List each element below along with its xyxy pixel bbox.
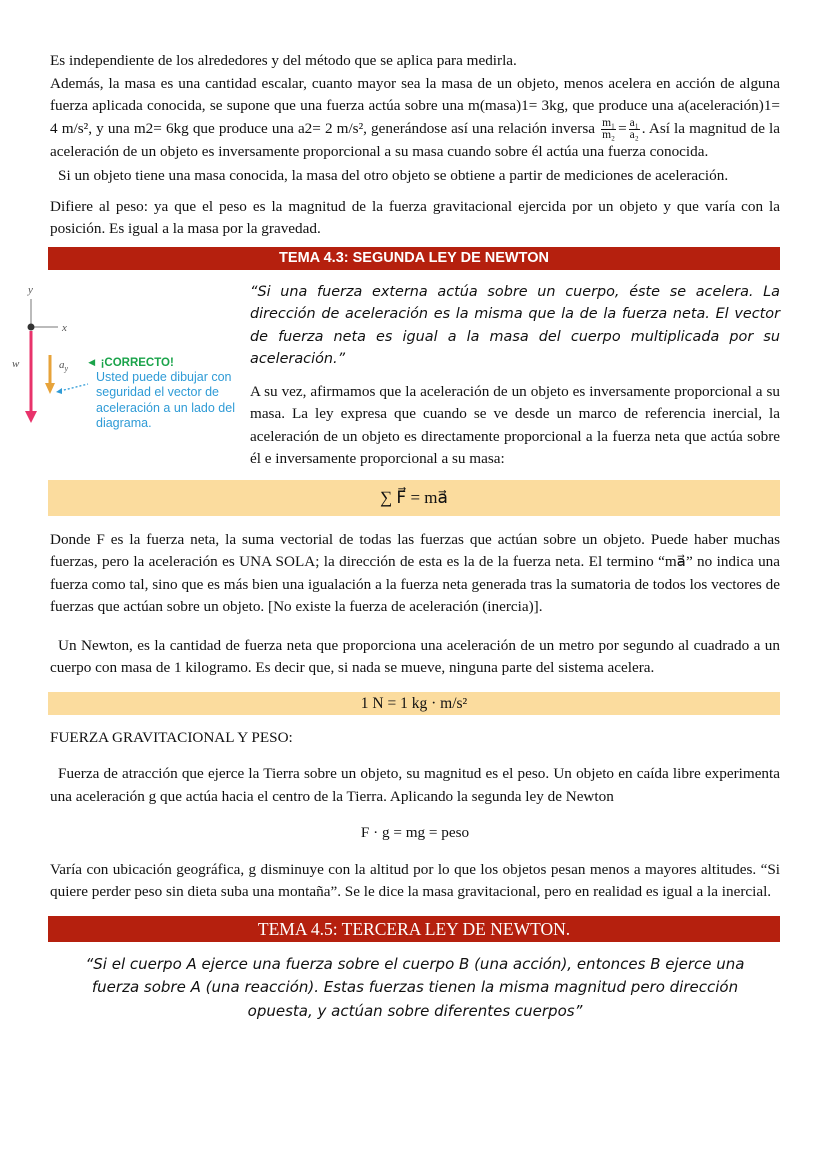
accel-fraction: $\frac{\text{a₁}}{\text{a₂}}$ xyxy=(629,116,639,141)
axis-y-label: y xyxy=(28,283,33,296)
mass-fraction: $\frac{\text{m₁}}{\text{m₂}}$ xyxy=(602,116,616,141)
third-law-quote: “Si el cuerpo A ejerce una fuerza sobre el cuerpo B (una acción), entonces B ejerce una fuerza sobre A (una reacción). Estas fuerzas tienen la misma magnitud pero dirección opuesta, y actúan sobre diferentes cuerpos” xyxy=(85,954,745,1020)
altitude-paragraph: Varía con ubicación geográfica, g disminuye con la altitud por lo que los objetos pesan menos a mayores altitudes. “Si quiere perder peso sin dieta suba una montaña”. Se le dice la masa gravitacional, pero en realidad es igual a la inercial. xyxy=(50,860,780,901)
second-law-paragraph: A su vez, afirmamos que la aceleración de un objeto es inversamente proporcional a su masa. La ley expresa que cuando se ve desde un marco de referencia inercial, la aceleración de un objeto es directamente proporcional a la fuerza neta que actúa sobre él e inversamente proporcional a su masa: xyxy=(250,382,780,468)
mass-paragraph-text: Además, la masa es una cantidad escalar, cuanto mayor sea la masa de un objeto, menos acelera en acción de alguna fuerza aplicada conocida, se supone que una fuerza actúa sobre una m(masa)1= 3kg, que produce una a(aceleración)1= 4 m/s², y una m2= 6kg que produce una a2= 2 m/s², generándose así una relación inversa xyxy=(50,74,780,137)
force-diagram xyxy=(0,281,235,461)
weight-arrow-head xyxy=(25,411,37,423)
second-law-quote: “Si una fuerza externa actúa sobre un cuerpo, éste se acelera. La dirección de aceleración es la misma que la de la fuerza neta. El vector de fuerza neta es igual a la masa del cuerpo multiplicada por su aceleración.” xyxy=(250,283,780,368)
body-point xyxy=(28,323,35,330)
note-pointer-head xyxy=(56,388,62,394)
document-page xyxy=(12,50,781,1023)
note-pointer xyxy=(60,384,88,391)
intro-line: Es independiente de los alrededores y del método que se aplica para medirla. xyxy=(50,52,517,69)
mass-known-paragraph: Si un objeto tiene una masa conocida, la masa del otro objeto se obtiene a partir de mediciones de aceleración. xyxy=(58,167,729,185)
net-force-paragraph: Donde F es la fuerza neta, la suma vectorial de todas las fuerzas que actúan sobre un objeto. Puede haber muchas fuerzas, pero la aceleración es UNA SOLA; la dirección de esta es la de la fuerza neta. El termino “ma⃗” no indica una fuerza como tal, sino que es más bien una igualación a la fuerza neta generada tras la sumatoria de todos los vectores de fuerzas que actúan sobre un objeto. [No existe la fuerza de aceleración (inercia)]. xyxy=(50,530,780,616)
second-law-text xyxy=(250,281,780,471)
axis-x-label: x xyxy=(62,321,67,334)
gravity-heading: FUERZA GRAVITACIONAL Y PESO: xyxy=(50,728,293,746)
mass-paragraph-end: . Así la magnitud de la aceleración de un objeto es inversamente proporcional a su masa cuando sobre él actúa una fuerza conocida. xyxy=(50,119,781,160)
accel-label: $a_y$ xyxy=(59,358,69,373)
weight-label: w xyxy=(12,357,20,370)
mass-paragraph xyxy=(50,73,780,164)
gravity-paragraph: Fuerza de atracción que ejerce la Tierra sobre un objeto, su magnitud es el peso. Un objeto en caída libre experimenta una aceleración g que actúa hacia el centro de la Tierra. Aplicando la segunda ley de Newton xyxy=(50,765,780,805)
weight-formula: F · g = mg = peso xyxy=(360,824,470,842)
newton-paragraph: Un Newton, es la cantidad de fuerza neta que proporciona una aceleración de un metro por segundo al cuadrado a un cuerpo con masa de 1 kilogramo. Es decir que, si nada se mueve, ninguna parte del sistema acelera. xyxy=(50,636,780,677)
equals-sign: = xyxy=(618,119,627,137)
accel-arrow-head xyxy=(45,383,55,394)
second-law-formula: ∑ F⃗ = ma⃗ xyxy=(48,480,780,516)
second-law-section xyxy=(0,281,780,471)
tema43-title: TEMA 4.3: SEGUNDA LEY DE NEWTON xyxy=(48,247,780,270)
weight-diff-paragraph: Difiere al peso: ya que el peso es la magnitud de la fuerza gravitacional ejercida por un objeto y que varía con la posición. Es igual a la masa por la gravedad. xyxy=(50,197,780,238)
diagram-note: Usted puede dibujar con seguridad el vector de aceleración a un lado del diagrama. xyxy=(96,369,235,431)
correct-label: ◄ ¡CORRECTO! xyxy=(86,356,174,369)
newton-unit-formula: 1 N = 1 kg · m/s² xyxy=(48,692,780,715)
tema45-title: TEMA 4.5: TERCERA LEY DE NEWTON. xyxy=(48,916,780,942)
